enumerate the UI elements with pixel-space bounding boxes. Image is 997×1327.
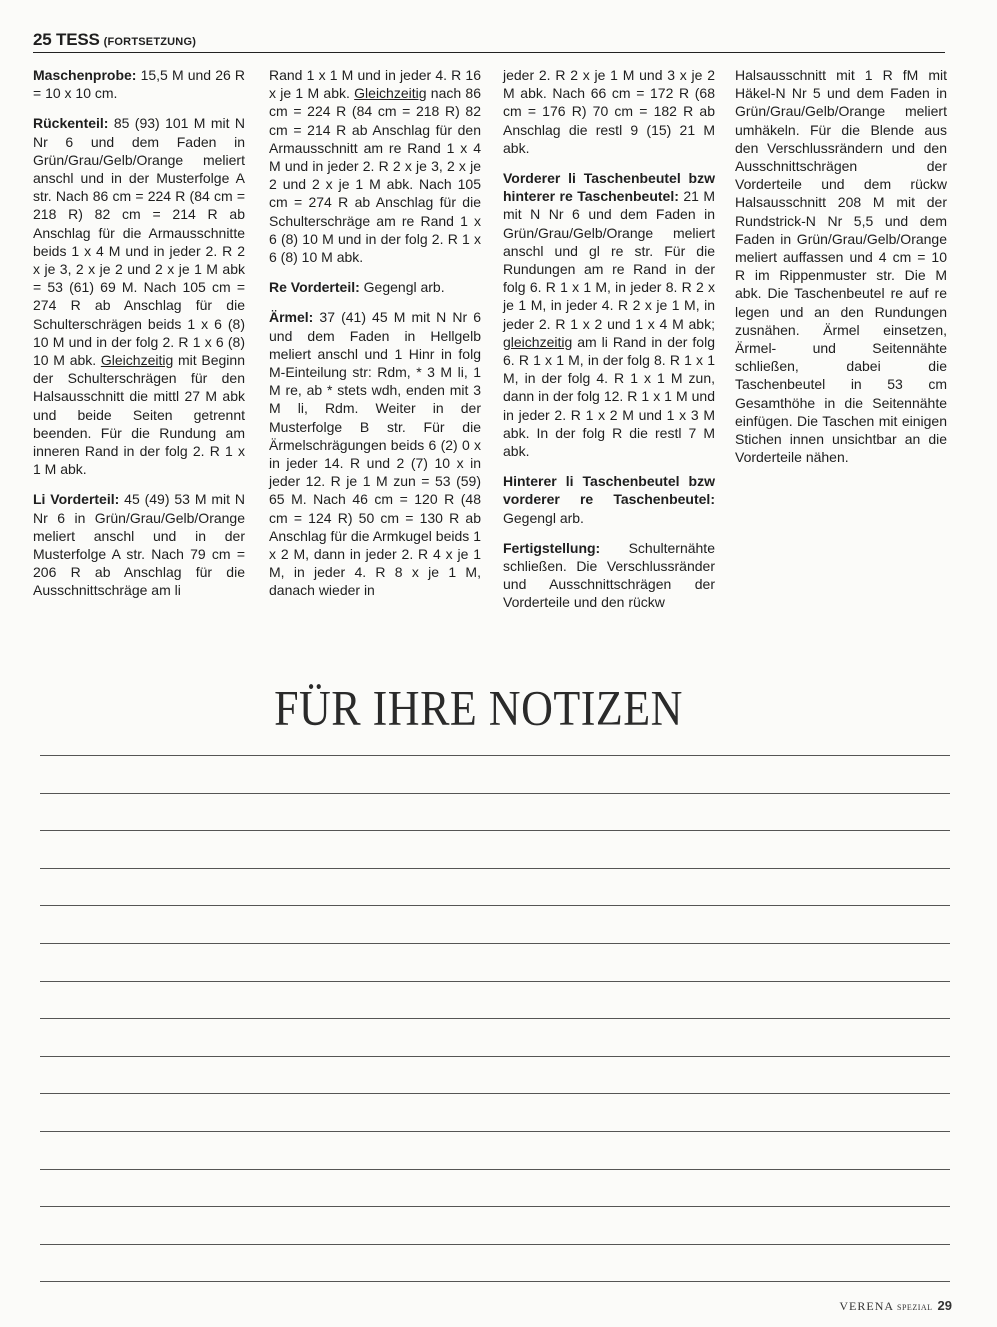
paragraph-li-vorderteil-cont [269,66,481,266]
paragraph-taschenbeutel-2 [503,472,715,527]
section-text: Rand 1 x 1 M und in jeder 4. R 16 x je 1 M abk. [269,67,481,102]
notes-line [40,1056,950,1057]
section-text: Gegengl arb. [503,509,584,526]
emphasis-text: gleichzeitig [503,333,573,350]
text-column-4 [735,66,947,478]
section-text: Halsausschnitt mit 1 R fM mit Häkel-N Nr 5 und dem Faden in Grün/Grau/Gelb/Orange meliert umhäkeln. Für die Blende aus den Verschlussrändern und den Ausschnittschrägen der Vorderteile und dem rückw Halsausschnitt 208 M mit der Rundstrick-N Nr 5,5 und dem Faden in Grün/Grau/Gelb/Orange meliert auffassen und 4 cm = 10 R im Rippenmuster str. Die M abk. Die Taschenbeutel re auf re legen und an den Rundungen zusnähen. Ärmel einsetzen, Ärmel- und Seitennähte schließen, dabei die Taschenbeutel in 53 cm Gesamthöhe in die Seitennähte einfügen. Die Taschen mit einigen Stichen innen unsichtbar an die Vorderteile nähen. [735,67,947,466]
section-text: 21 M mit N Nr 6 und dem Faden in Grün/Grau/Gelb/Orange meliert anschl und gl re str. Für die Rundungen am re Rand in der folg 6. R 1 x 1 M, in jeder 8. R 2 x je 1 M, in jeder 4. R 2 x je 1 M, in jeder 2. R 1 x 2 und 1 x 4 M abk; [503,188,715,332]
notes-line [40,1244,950,1245]
pattern-subtitle: (FORTSETZUNG) [103,36,197,48]
page-header [33,30,945,53]
paragraph-fertigstellung-cont [735,66,947,466]
paragraph-aermel [269,308,481,599]
section-text: am li Rand in der folg 6. R 1 x 1 M, in der folg 8. R 1 x 1 M, in der folg 4. R 1 x 1 M zun, dann in der folg 12. R 1 x 1 M und in jeder 2. R 1 x 2 M und 1 x 3 M abk. In der folg R die restl 7 M abk. [503,333,715,460]
text-column-1 [33,66,245,612]
notes-heading: FÜR IHRE NOTIZEN [274,681,683,736]
notes-line [40,1093,950,1094]
notes-line [40,943,950,944]
notes-line [40,981,950,982]
section-text: 45 (49) 53 M mit N Nr 6 in Grün/Grau/Gelb/Orange meliert anschl und in der Musterfolge A str. Nach 79 cm = 206 R ab Anschlag für die Ausschnittschräge am li [33,491,245,599]
emphasis-text: Gleichzeitig [354,85,427,102]
notes-line [40,905,950,906]
magazine-name: VERENA [839,1299,895,1313]
paragraph-rueckenteil [33,114,245,478]
section-label: Maschenprobe: [33,67,137,83]
paragraph-fertigstellung [503,539,715,612]
page-number: 29 [937,1298,952,1313]
section-text: nach 86 cm = 224 R (84 cm = 218 R) 82 cm = 214 R ab Anschlag für den Armausschnitt am re Rand 1 x 4 M und in jeder 2. R 2 x je 3, 2 x je 2 und 2 x je 1 M abk. Nach 105 cm = 274 R ab Anschlag für die Schulterschräge am re Rand 1 x 6 (8) 10 M und in der folg 2. R 1 x 6 (8) 10 M abk. [269,85,481,266]
text-column-3 [503,66,715,624]
notes-lines [40,755,950,1295]
text-column-2 [269,66,481,612]
section-text: mit Beginn der Schulterschrägen für den Halsausschnitt die mittl 27 M abk und beide Seiten getrennt beenden. Für die Rundung am inneren Rand in der folg 2. R 1 x 1 M abk. [33,352,245,478]
section-text: 15,5 M und 26 R = 10 x 10 cm. [33,67,245,102]
notes-line [40,1281,950,1282]
paragraph-taschenbeutel-1 [503,169,715,460]
notes-line [40,1169,950,1170]
section-text: 37 (41) 45 M mit N Nr 6 und dem Faden in Hellgelb meliert anschl und 1 Hinr in folg M-Einteilung str: Rdm, * 3 M li, 1 M re, ab * stets wdh, enden mit 3 M li, Rdm. Weiter in der Musterfolge B str. Für die Ärmelschrägungen beids 6 (2) 0 x in jeder 14. R und 2 (7) 10 x in jeder 12. R je 1 M zun = 53 (59) 65 M. Nach 46 cm = 120 R (48 cm = 124 R) 50 cm = 130 R ab Anschlag für die Armkugel beids 1 x 2 M, dann in jeder 2. R 4 x je 1 M, in jeder 4. R 8 x je 1 M, danach wieder in [269,309,481,599]
notes-line [40,1018,950,1019]
section-text: Gegengl arb. [359,279,445,296]
notes-line [40,1131,950,1132]
section-label: Ärmel: [269,309,314,326]
notes-line [40,755,950,756]
section-label: Re Vorderteil: [269,279,360,296]
paragraph-re-vorderteil [269,278,481,296]
notes-line [40,830,950,831]
section-text: jeder 2. R 2 x je 1 M und 3 x je 2 M abk. Nach 66 cm = 172 R (68 cm = 176 R) 70 cm = 182 R ab Anschlag die restl 9 (15) 21 M abk. [503,67,715,156]
section-text: 85 (93) 101 M mit N Nr 6 und dem Faden in Grün/Grau/Gelb/Orange meliert anschl und in der Musterfolge A str. Nach 86 cm = 224 R (84 cm = 218 R) 82 cm = 214 R ab Anschlag für die Armausschnitte beids 1 x 4 M und in jeder 2. R 2 x je 3, 2 x je 2 und 2 x je 1 M abk = 53 (61) 69 M. Nach 105 cm = 274 R ab Anschlag für die Schulterschrägen beids 1 x 6 (8) 10 M und in der folg 2. R 1 x 6 (8) 10 M abk. [33,115,245,369]
section-label: Li Vorderteil: [33,491,120,508]
instructions-columns [33,66,953,646]
paragraph-aermel-cont [503,66,715,157]
page-footer [839,1298,952,1314]
section-label: Vorderer li Taschenbeutel bzw hinterer re Taschenbeutel: [503,170,715,205]
notes-line [40,868,950,869]
magazine-edition: SPEZIAL [897,1303,933,1312]
section-label: Fertigstellung: [503,539,601,556]
section-label: Hinterer li Taschenbeutel bzw vorderer re Taschenbeutel: [503,473,715,508]
notes-line [40,793,950,794]
paragraph-maschenprobe [33,66,245,102]
section-text: Schulternähte schließen. Die Verschlussränder und Ausschnittschrägen der Vorderteile und den rückw [503,539,715,611]
notes-line [40,1206,950,1207]
section-label: Rückenteil: [33,115,109,132]
emphasis-text: Gleichzeitig [100,352,174,369]
paragraph-li-vorderteil [33,490,245,599]
pattern-title: 25 TESS [33,30,100,49]
